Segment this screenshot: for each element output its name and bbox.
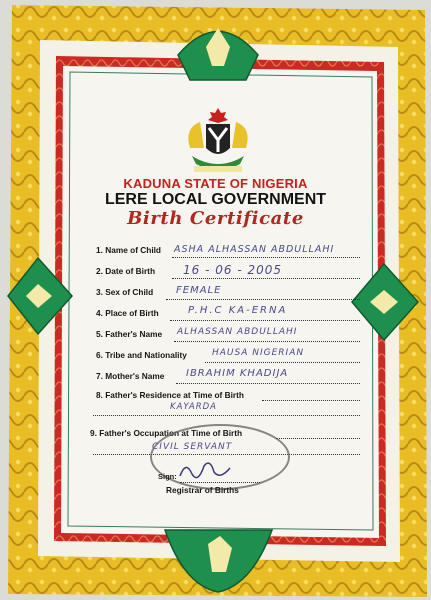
field-line — [93, 415, 360, 416]
field-value-name-of-child: ASHA ALHASSAN ABDULLAHI — [174, 244, 335, 255]
field-line — [176, 383, 360, 384]
local-government-name: LERE LOCAL GOVERNMENT — [104, 191, 327, 208]
field-value-mothers-name: IBRAHIM KHADIJA — [186, 368, 289, 379]
field-label-fathers-name: 5. Father's Name — [96, 329, 163, 339]
field-line — [262, 400, 360, 401]
field-label-fathers-occupation: 9. Father's Occupation at Time of Birth — [90, 428, 243, 438]
field-line — [172, 278, 360, 279]
field-value-fathers-occupation: CIVIL SERVANT — [152, 442, 233, 452]
registrar-label: Registrar of Births — [166, 485, 239, 495]
registrar-signature — [176, 458, 236, 484]
coat-of-arms-icon — [178, 106, 258, 176]
field-label-date-of-birth: 2. Date of Birth — [96, 266, 156, 276]
field-value-fathers-name: ALHASSAN ABDULLAHI — [177, 327, 298, 337]
state-name: KADUNA STATE OF NIGERIA — [123, 176, 308, 191]
field-label-sex: 3. Sex of Child — [96, 287, 154, 297]
field-line — [170, 320, 360, 321]
field-line — [166, 299, 360, 300]
field-label-name-of-child: 1. Name of Child — [96, 245, 162, 255]
field-value-tribe-nationality: HAUSA NIGERIAN — [212, 348, 305, 358]
signature-line — [180, 482, 260, 483]
field-line — [205, 362, 360, 363]
sign-label: Sign: — [158, 472, 177, 481]
field-value-date-of-birth: 16 - 06 - 2005 — [183, 263, 282, 277]
field-line — [172, 257, 360, 258]
field-value-fathers-residence: KAYARDA — [170, 402, 218, 412]
field-value-place-of-birth: P.H.C KA-ERNA — [188, 305, 288, 316]
certificate-title: Birth Certificate — [127, 208, 304, 229]
field-line — [174, 341, 360, 342]
field-label-place-of-birth: 4. Place of Birth — [96, 308, 159, 318]
field-label-fathers-residence: 8. Father's Residence at Time of Birth — [96, 390, 244, 400]
field-line — [276, 438, 360, 439]
field-label-tribe-nationality: 6. Tribe and Nationality — [96, 350, 187, 360]
field-value-sex: FEMALE — [176, 285, 222, 296]
field-label-mothers-name: 7. Mother's Name — [96, 371, 165, 381]
